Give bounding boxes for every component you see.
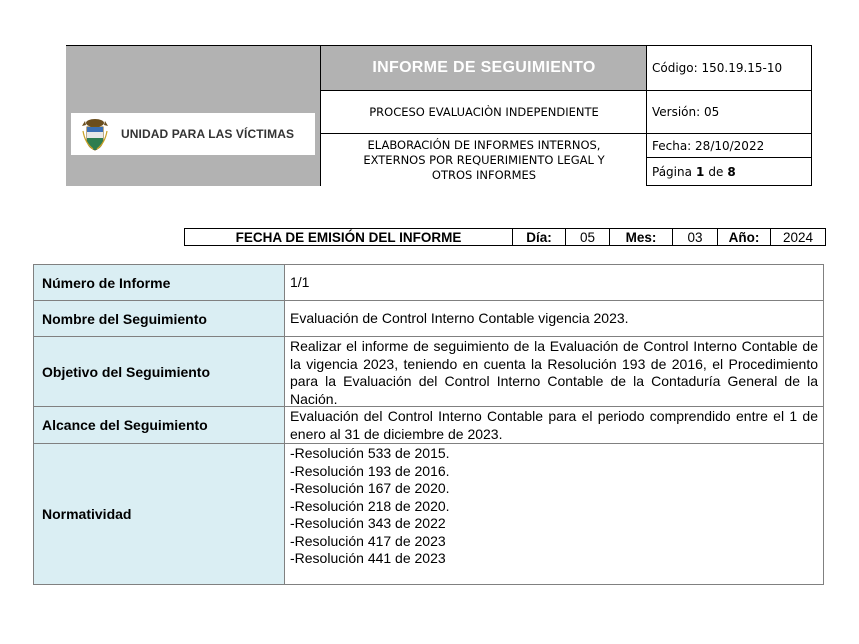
regulation-item: -Resolución 218 de 2020. (290, 497, 450, 514)
document-header (66, 45, 812, 186)
page-indicator (647, 158, 812, 185)
document-date: Fecha: 28/10/2022 (647, 134, 812, 158)
regulation-item: -Resolución 193 de 2016. (290, 462, 450, 479)
regulation-item: -Resolución 441 de 2023 (290, 550, 446, 566)
objective-label: Objetivo del Seguimiento (34, 337, 285, 406)
report-name-value: Evaluación de Control Interno Contable vigencia 2023. (290, 310, 629, 327)
year-value: 2024 (782, 229, 814, 245)
regulation-item: -Resolución 343 de 2022 (290, 515, 446, 531)
regulation-item: -Resolución 533 de 2015. (290, 445, 450, 461)
month-label: Mes: (610, 229, 673, 245)
logo-card (71, 113, 315, 155)
month-value: 03 (673, 229, 718, 245)
organization-name: UNIDAD PARA LAS VÍCTIMAS (121, 127, 295, 141)
header-metadata (646, 46, 812, 186)
page-of: de (708, 164, 724, 179)
day-label: Día: (513, 229, 566, 245)
table-row (34, 301, 823, 337)
year-label: Año: (718, 229, 771, 245)
day-value: 05 (566, 229, 610, 245)
scope-value: Evaluación del Control Interno Contable para el periodo comprendido entre el 1 de enero al 31 de diciembre de 2023. (290, 408, 818, 442)
objective-value: Realizar el informe de seguimiento de la Evaluación de Control Interno Contable de la vigencia 2023, teniendo en cuenta la Resolución 193 de 2016, el Procedimiento para la Evaluación del Control Interno Contable de la Contaduría General de la Nación. (290, 338, 818, 407)
table-row (34, 265, 823, 301)
emission-date-label: FECHA DE EMISIÓN DEL INFORME (185, 229, 513, 245)
header-center (320, 46, 647, 186)
document-title: INFORME DE SEGUIMIENTO (321, 46, 647, 90)
process-description (321, 135, 647, 186)
header-logo-area (66, 46, 320, 186)
regulations-list (285, 444, 823, 584)
report-number-value: 1/1 (290, 274, 310, 291)
table-row (34, 337, 823, 407)
report-name-label: Nombre del Seguimiento (34, 301, 285, 336)
table-row (34, 407, 823, 444)
process-description-line: OTROS INFORMES (431, 168, 537, 182)
report-number-label: Número de Informe (34, 265, 285, 300)
emission-date-row (184, 228, 826, 246)
regulation-item: -Resolución 417 de 2023 (290, 532, 446, 549)
table-row (34, 444, 823, 584)
process-description-line: ELABORACIÓN DE INFORMES INTERNOS, (367, 138, 601, 152)
report-info-table (33, 264, 824, 585)
process-name: PROCESO EVALUACIÒN INDEPENDIENTE (321, 90, 647, 134)
page-prefix: Página (652, 164, 692, 179)
process-description-line: EXTERNOS POR REQUERIMIENTO LEGAL Y (363, 153, 605, 167)
page-current: 1 (695, 164, 705, 179)
document-code: Código: 150.19.15-10 (652, 61, 783, 75)
scope-label: Alcance del Seguimiento (34, 407, 285, 443)
regulations-label: Normatividad (34, 444, 285, 584)
page-total: 8 (727, 164, 736, 179)
regulation-item: -Resolución 167 de 2020. (290, 480, 450, 496)
coat-of-arms-icon (81, 117, 109, 151)
document-version: Versión: 05 (647, 90, 812, 134)
